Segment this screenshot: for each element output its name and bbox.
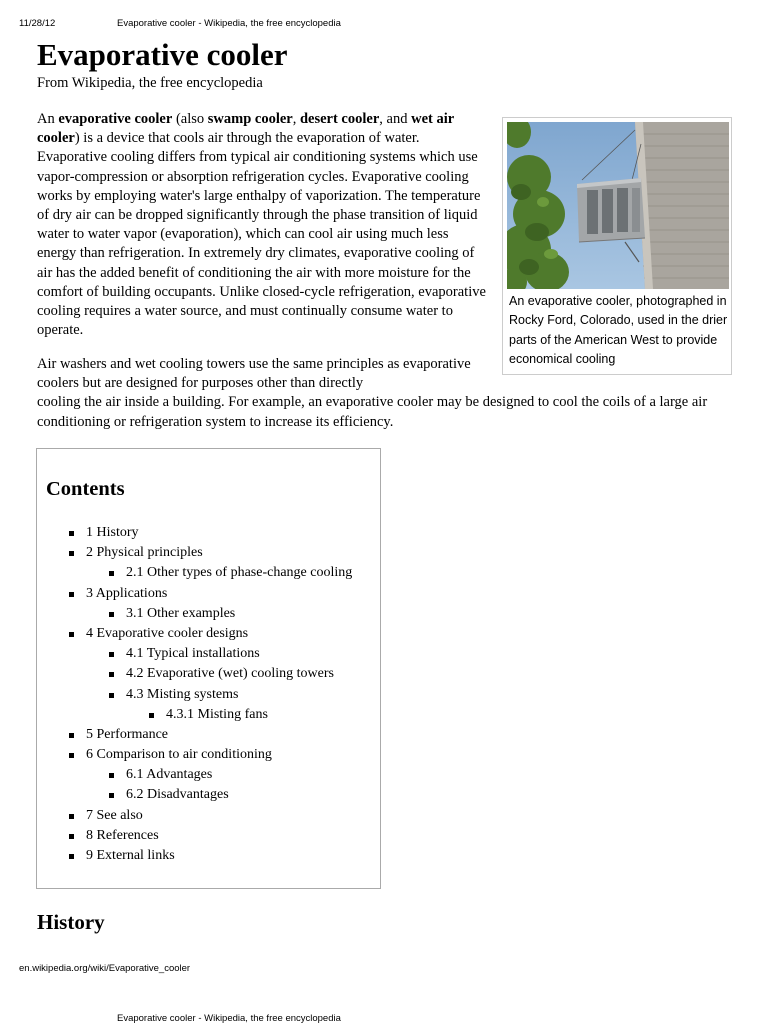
toc-item[interactable]: 4.3 Misting systems [37, 685, 377, 705]
toc-item[interactable]: 4.1 Typical installations [37, 644, 377, 664]
print-date: 11/28/12 [19, 18, 56, 29]
paragraph-2-part-2: cooling the air inside a building. For example, an evaporative cooler may be designed to cool the coils of a large air conditioning or refrigeration system to increase its efficiency. [37, 394, 708, 430]
toc-item[interactable]: 6.2 Disadvantages [37, 785, 377, 805]
toc-item[interactable]: 9 External links [37, 846, 377, 866]
table-of-contents [36, 448, 381, 889]
toc-item[interactable]: 4.3.1 Misting fans [37, 705, 377, 725]
toc-item[interactable]: 3 Applications [37, 584, 377, 604]
toc-item[interactable]: 3.1 Other examples [37, 604, 377, 624]
evaporative-cooler-photo[interactable] [507, 122, 729, 289]
toc-item[interactable]: 1 History [37, 523, 377, 543]
term-wet-air-cooler: wet air cooler [37, 111, 454, 147]
image-thumbnail [502, 117, 732, 375]
toc-item[interactable]: 8 References [37, 826, 377, 846]
section-heading-history: History [37, 910, 105, 934]
print-footer-title: Evaporative cooler - Wikipedia, the free encyclopedia [117, 1013, 341, 1024]
toc-item[interactable]: 5 Performance [37, 725, 377, 745]
intro-text: An [37, 111, 59, 127]
print-page-title: Evaporative cooler - Wikipedia, the free encyclopedia [117, 18, 341, 29]
print-header [0, 18, 768, 32]
toc-item[interactable]: 4.2 Evaporative (wet) cooling towers [37, 664, 377, 684]
paragraph-2 [37, 355, 759, 432]
intro-paragraph [37, 110, 487, 340]
page-title: Evaporative cooler [37, 37, 288, 72]
toc-item[interactable]: 2.1 Other types of phase-change cooling [37, 563, 377, 583]
paragraph-2-part-1: Air washers and wet cooling towers use the same principles as evaporative coolers but are designed for purposes other than directly [37, 356, 471, 392]
term-desert-cooler: desert cooler [299, 111, 380, 127]
toc-list [37, 523, 377, 866]
intro-text: , [292, 111, 300, 127]
print-footer-url: en.wikipedia.org/wiki/Evaporative_cooler [19, 963, 191, 974]
intro-text: ) is a device that cools air through the evaporation of water. Evaporative cooling differs from typical air conditioning systems which use vapor-compression or absorption refrigeration cycles. Evaporative cooling works by employing water's large enthalpy of vaporization. The temperature of dry air can be dropped significantly through the phase transition of liquid water to water vapor (evaporation), which can cool air using much less energy than refrigeration. In extremely dry climates, evaporative cooling of air has the added benefit of conditioning the air with more moisture for the comfort of building occupants. Unlike closed-cycle refrigeration, evaporative cooling requires a water source, and must continually consume water to operate. [37, 130, 486, 339]
intro-text: , and [379, 111, 412, 127]
toc-item[interactable]: 4 Evaporative cooler designs [37, 624, 377, 644]
toc-item[interactable]: 7 See also [37, 806, 377, 826]
toc-item[interactable]: 6.1 Advantages [37, 765, 377, 785]
term-evaporative-cooler: evaporative cooler [58, 111, 173, 127]
intro-text: (also [172, 111, 208, 127]
term-swamp-cooler: swamp cooler [207, 111, 293, 127]
toc-title: Contents [46, 478, 125, 500]
site-tagline: From Wikipedia, the free encyclopedia [37, 75, 263, 91]
toc-item[interactable]: 6 Comparison to air conditioning [37, 745, 377, 765]
image-caption: An evaporative cooler, photographed in Rocky Ford, Colorado, used in the drier parts of the American West to provide economical cooling [509, 294, 728, 366]
toc-item[interactable]: 2 Physical principles [37, 543, 377, 563]
